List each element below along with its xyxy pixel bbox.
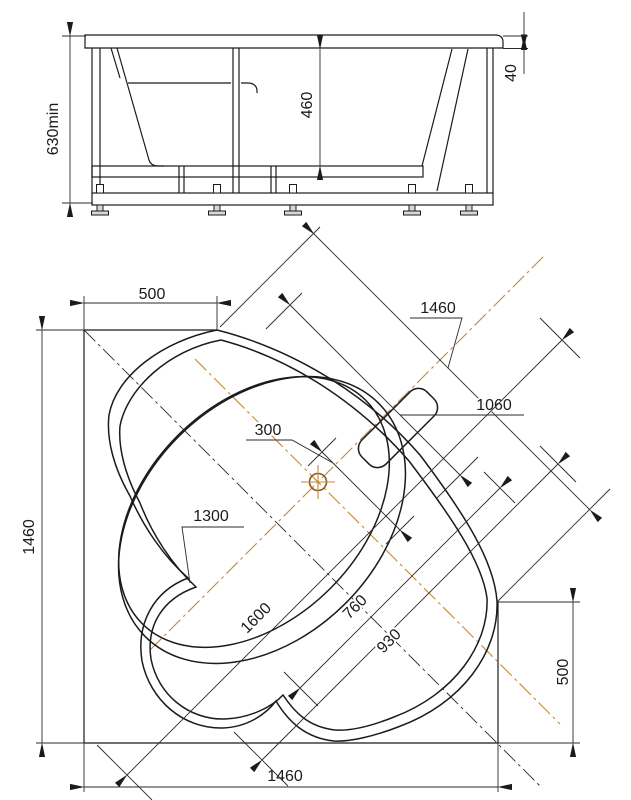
frame-plank [92, 166, 423, 177]
dim-1060-label: 1060 [476, 397, 512, 414]
dim-630min [45, 36, 93, 203]
dim-500-top [84, 286, 217, 330]
dim-1460-bottom-label: 1460 [267, 768, 303, 785]
headrest [353, 383, 442, 472]
dim-500-right-label: 500 [555, 658, 572, 686]
dim-1460-left-label: 1460 [21, 519, 38, 555]
dim-1460-bottom [84, 743, 498, 792]
dim-1600-label: 1600 [237, 599, 275, 637]
dim-1460-diagonal [220, 227, 610, 602]
basin-ellipse [62, 320, 462, 720]
dim-760-label: 760 [339, 591, 371, 623]
tub-rim-section [85, 35, 503, 48]
dim-40 [503, 12, 524, 82]
frame-posts [92, 48, 493, 193]
dim-40-label: 40 [503, 64, 520, 82]
plan-view [21, 227, 610, 800]
bathtub-rim-inner-edge [120, 340, 487, 730]
dim-1460-left [21, 330, 84, 743]
dim-930-label: 930 [373, 625, 405, 657]
dim-460 [299, 49, 320, 166]
basin-section [111, 48, 468, 191]
adjustable-feet [92, 205, 478, 215]
frame-base [92, 193, 493, 205]
leveling-bolts [97, 185, 473, 194]
centerline-diagonal [84, 330, 540, 786]
dim-300-label: 300 [254, 422, 282, 439]
dim-1060 [266, 293, 524, 499]
dim-500-right [497, 602, 580, 743]
side-view [45, 12, 528, 215]
dim-630min-label: 630min [45, 102, 62, 156]
bathtub-rim-outline [108, 330, 497, 741]
dim-460-label: 460 [299, 91, 316, 119]
dim-1300 [182, 508, 244, 583]
dim-1300-label: 1300 [193, 508, 229, 525]
dim-1460-diagonal-label: 1460 [420, 300, 456, 317]
dim-760 [284, 472, 515, 706]
dim-500-top-label: 500 [138, 286, 166, 303]
